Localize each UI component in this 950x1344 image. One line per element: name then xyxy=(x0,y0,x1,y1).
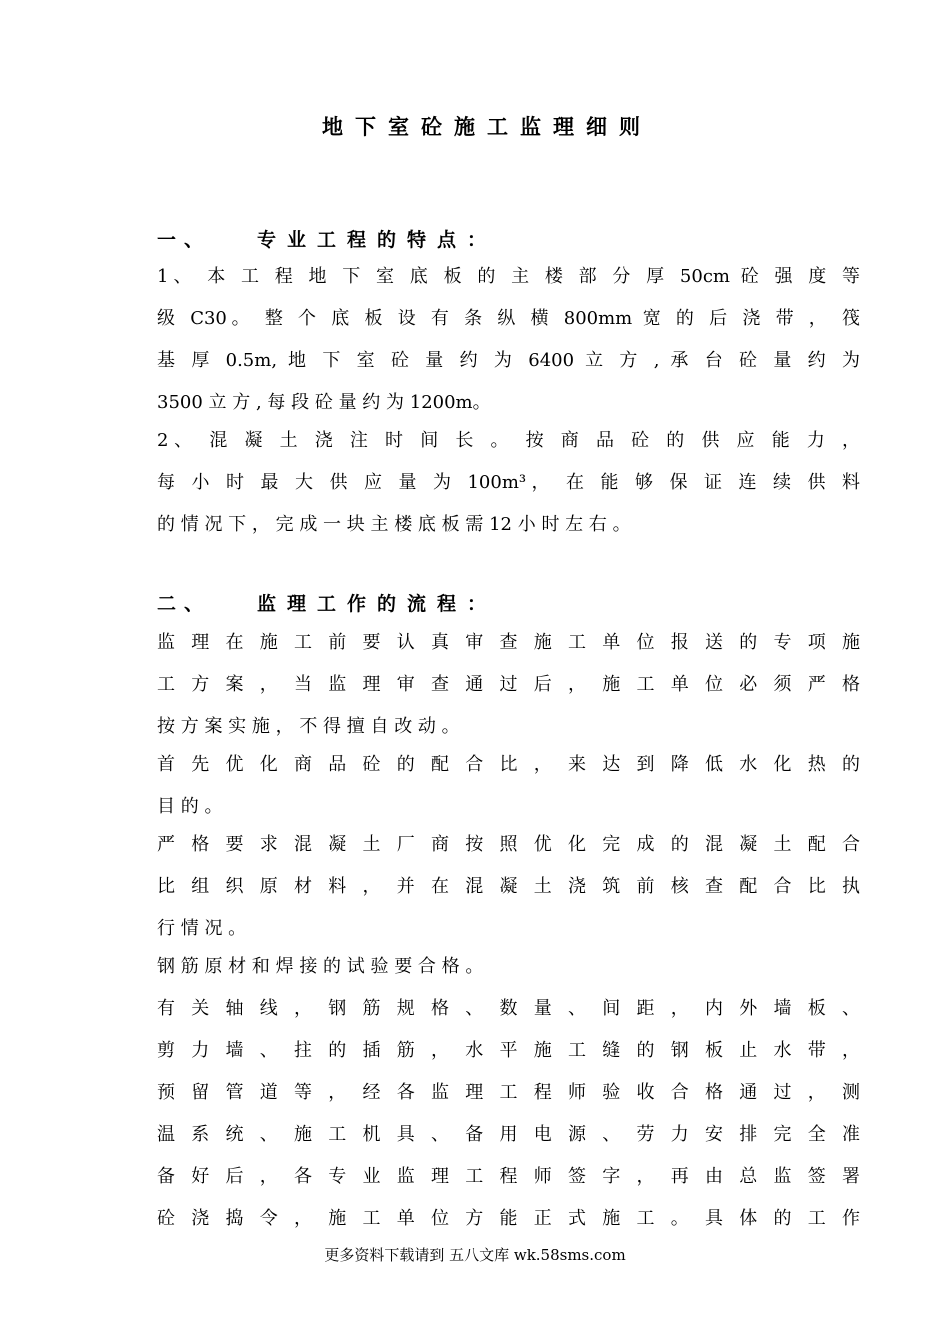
body-line: 行 情 况 。 xyxy=(157,918,247,939)
body-line: 钢 筋 原 材 和 焊 接 的 试 验 要 合 格 。 xyxy=(157,956,484,977)
body-line: 预 留 管 道 等 ， 经 各 监 理 工 程 师 验 收 合 格 通 过 ， 测 xyxy=(157,1082,860,1103)
body-line: 备 好 后 ， 各 专 业 监 理 工 程 师 签 字 ， 再 由 总 监 签 署 xyxy=(157,1166,860,1187)
page-title: 地下室砼施工监理细则 xyxy=(322,114,652,139)
body-line: 1、 本 工 程 地 下 室 底 板 的 主 楼 部 分 厚 50cm 砼 强 度 等 xyxy=(157,266,860,287)
body-line: 级 C30。 整 个 底 板 设 有 条 纵 横 800mm 宽 的 后 浇 带 ， 筏 xyxy=(157,308,860,329)
footer-download-note: 更多资料下载请到 五八文库 wk.58sms.com xyxy=(324,1246,626,1264)
section-body-1 xyxy=(157,256,860,546)
body-line: 每 小 时 最 大 供 应 量 为 100m³， 在 能 够 保 证 连 续 供 料 xyxy=(157,472,860,493)
body-line: 剪 力 墙 、 拄 的 插 筋 ， 水 平 施 工 缝 的 钢 板 止 水 带 ， xyxy=(157,1040,860,1061)
body-line: 工 方 案 ， 当 监 理 审 查 通 过 后 ， 施 工 单 位 必 须 严 格 xyxy=(157,674,860,695)
section-number-1: 一、 xyxy=(157,229,212,251)
body-line: 温 系 统 、 施 工 机 具 、 备 用 电 源 、 劳 力 安 排 完 全 准 xyxy=(157,1124,860,1145)
body-line: 有 关 轴 线 ， 钢 筋 规 格 、 数 量 、 间 距 ， 内 外 墙 板 、 xyxy=(157,998,860,1019)
section-number-2: 二、 xyxy=(157,593,212,615)
section-heading-1 xyxy=(157,226,497,254)
body-line: 按 方 案 实 施 ， 不 得 擅 自 改 动 。 xyxy=(157,716,460,737)
body-line: 严 格 要 求 混 凝 土 厂 商 按 照 优 化 完 成 的 混 凝 土 配 合 xyxy=(157,834,860,855)
section-body-2 xyxy=(157,622,860,1240)
body-line: 监 理 在 施 工 前 要 认 真 审 查 施 工 单 位 报 送 的 专 项 施 xyxy=(157,632,860,653)
body-line: 2、 混 凝 土 浇 注 时 间 长 。 按 商 品 砼 的 供 应 能 力 ， xyxy=(157,430,860,451)
body-line: 比 组 织 原 材 料 ， 并 在 混 凝 土 浇 筑 前 核 查 配 合 比 执 xyxy=(157,876,860,897)
body-line: 的 情 况 下 ， 完 成 一 块 主 楼 底 板 需 12 小 时 左 右 。 xyxy=(157,514,631,535)
section-heading-2 xyxy=(157,590,497,618)
body-line: 目 的 。 xyxy=(157,796,223,817)
body-line: 砼 浇 捣 令 ， 施 工 单 位 方 能 正 式 施 工 。 具 体 的 工 作 xyxy=(157,1208,860,1229)
body-line: 3500 立 方 , 每 段 砼 量 约 为 1200m。 xyxy=(157,392,491,413)
body-line: 首 先 优 化 商 品 砼 的 配 合 比 ， 来 达 到 降 低 水 化 热 的 xyxy=(157,754,860,775)
section-title-2: 监理工作的流程： xyxy=(257,593,498,615)
body-line: 基 厚 0.5m, 地 下 室 砼 量 约 为 6400 立 方 , 承 台 砼 量 约 为 xyxy=(157,350,860,371)
section-title-1: 专业工程的特点： xyxy=(257,229,498,251)
